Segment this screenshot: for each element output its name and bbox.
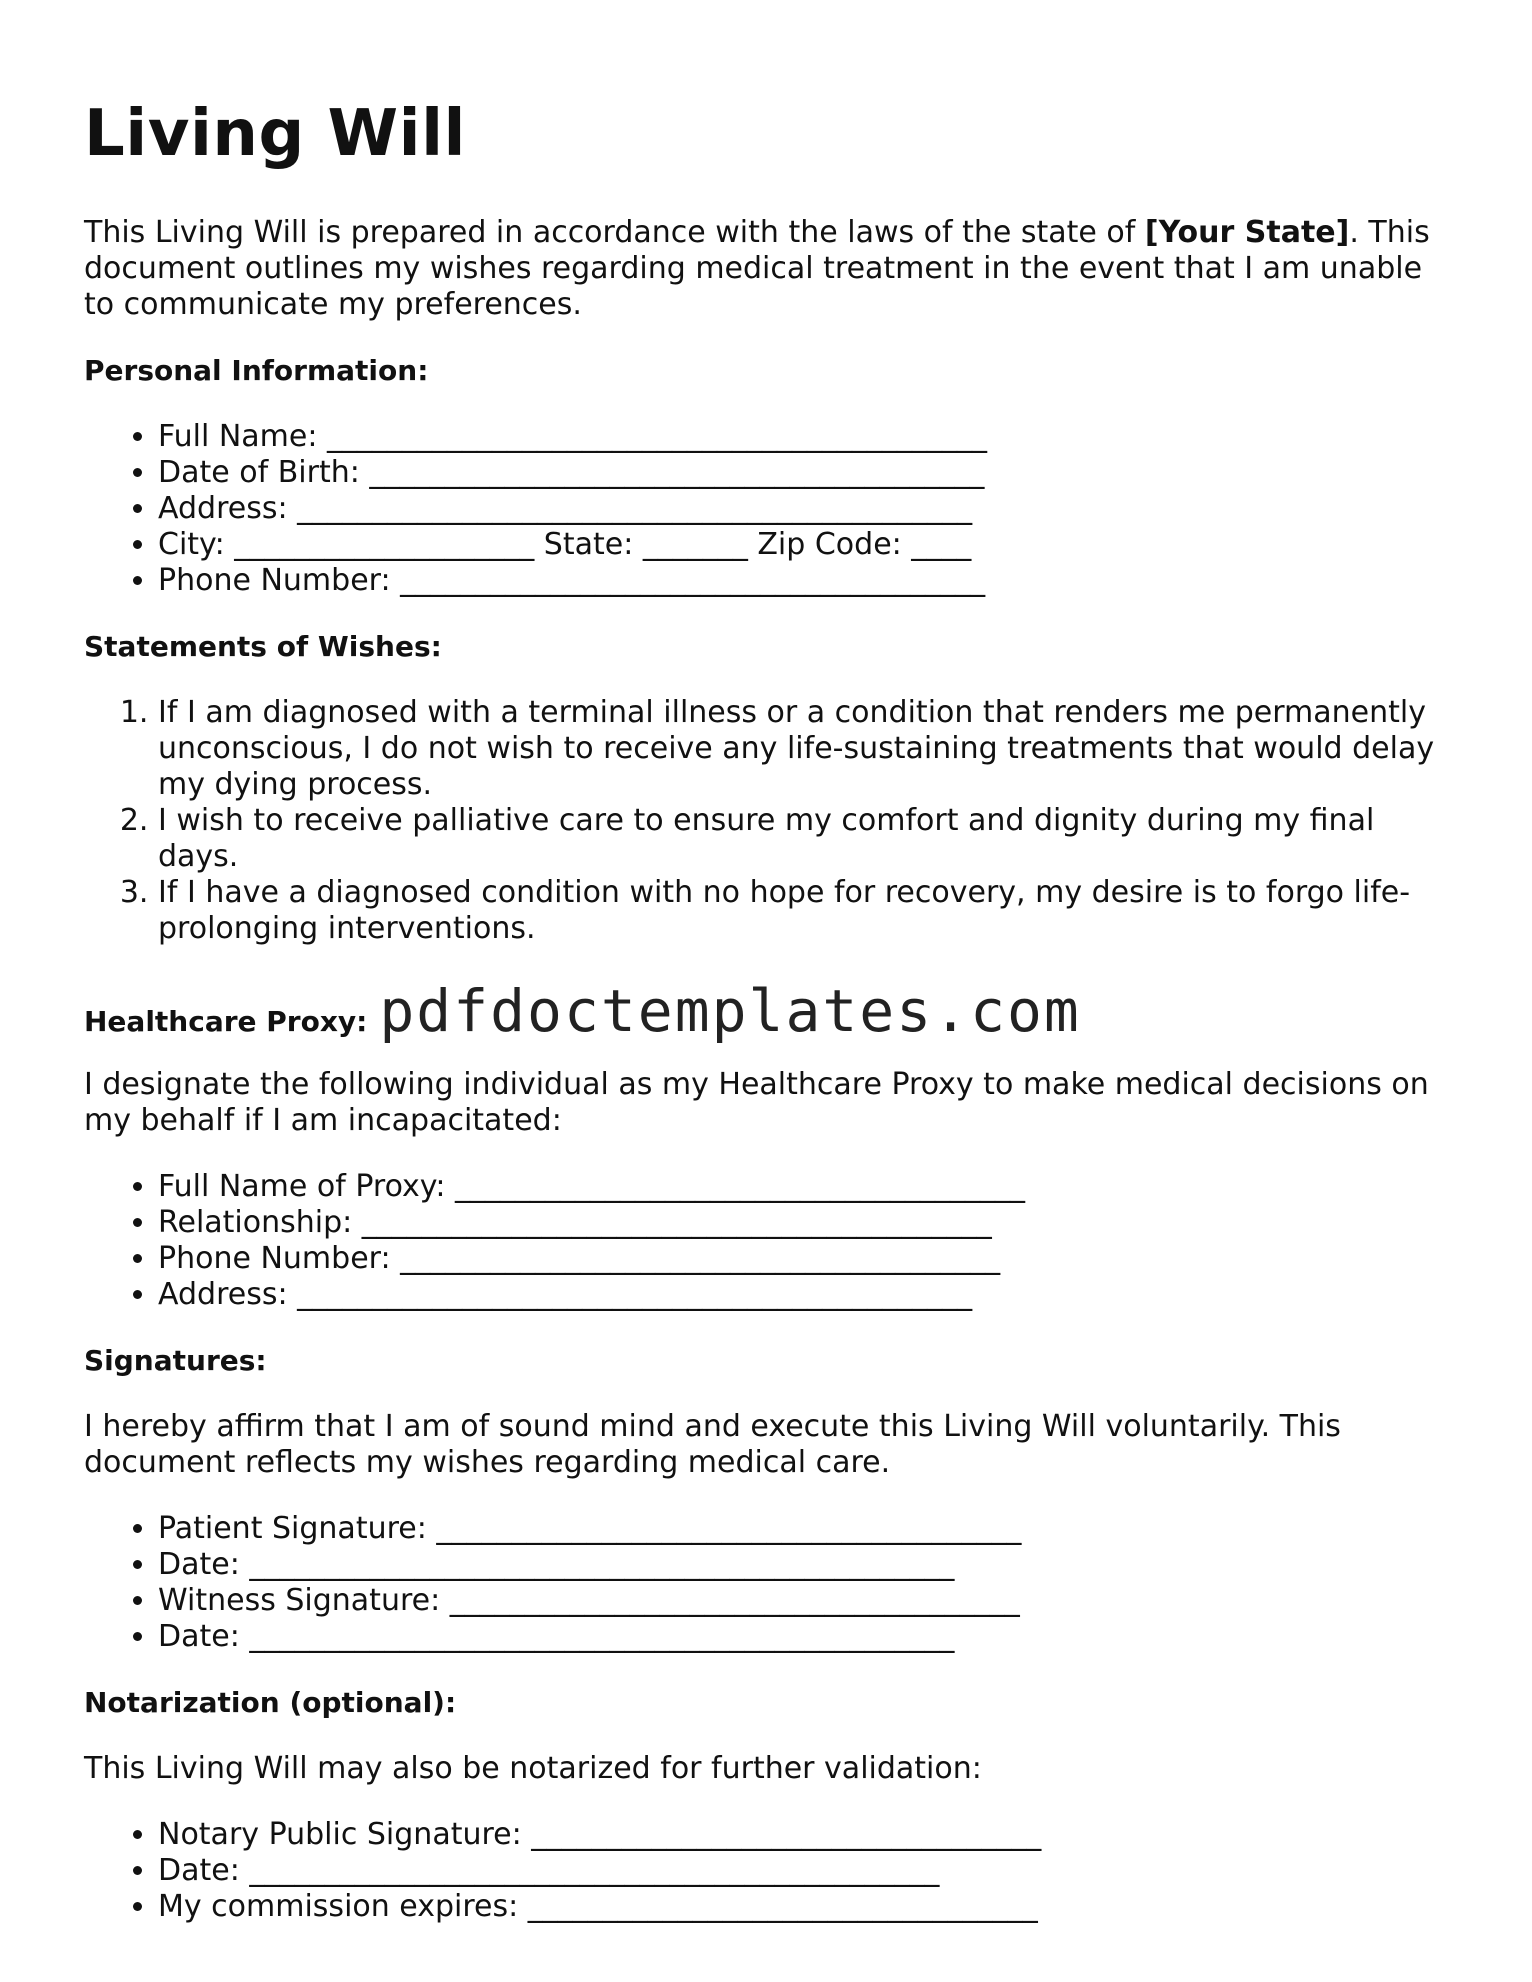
proxy-name-field[interactable]: • Full Name of Proxy: ______________________________________ — [158, 1169, 1454, 1205]
intro-state-placeholder: [Your State] — [1144, 214, 1350, 250]
signatures-paragraph: I hereby affirm that I am of sound mind and execute this Living Will voluntarily. This document reflects my wishes regarding medical care. — [84, 1408, 1341, 1480]
watermark-text: pdfdoctemplates.com — [379, 976, 1081, 1045]
intro-text-before: This Living Will is prepared in accordance with the laws of the state of — [84, 214, 1145, 250]
intro-text-after: . This document outlines my wishes regarding medical treatment in the event that I am unable to communicate my preferences. — [84, 214, 1430, 322]
patient-signature-field[interactable]: • Patient Signature: _______________________________________ — [158, 1511, 1454, 1547]
patient-date-field[interactable]: • Date: _______________________________________________ — [158, 1547, 1454, 1583]
proxy-relationship-field[interactable]: • Relationship: __________________________________________ — [158, 1205, 1454, 1241]
living-will-document — [84, 96, 1454, 1955]
personal-full-name-field[interactable]: • Full Name: ____________________________________________ — [158, 419, 1454, 455]
wish-item: 3. If I have a diagnosed condition with no hope for recovery, my desire is to forgo life-prolonging interventions. — [158, 875, 1454, 947]
signatures-list — [84, 1511, 1454, 1655]
notary-date-field[interactable]: • Date: ______________________________________________ — [158, 1853, 1454, 1889]
wish-item: 2. I wish to receive palliative care to ensure my comfort and dignity during my final days. — [158, 803, 1454, 875]
wishes-list — [84, 695, 1454, 947]
personal-dob-field[interactable]: • Date of Birth: _________________________________________ — [158, 455, 1454, 491]
notarization-heading: Notarization (optional): — [84, 1685, 457, 1719]
signatures-heading: Signatures: — [84, 1343, 267, 1377]
notary-signature-field[interactable]: • Notary Public Signature: __________________________________ — [158, 1817, 1454, 1853]
witness-date-field[interactable]: • Date: _______________________________________________ — [158, 1619, 1454, 1655]
proxy-address-field[interactable]: • Address: _____________________________________________ — [158, 1277, 1454, 1313]
proxy-phone-field[interactable]: • Phone Number: ________________________________________ — [158, 1241, 1454, 1277]
proxy-heading: Healthcare Proxy: — [84, 1004, 368, 1038]
proxy-paragraph: I designate the following individual as my Healthcare Proxy to make medical decisions on my behalf if I am incapacitated: — [84, 1066, 1429, 1138]
wish-item: 1. If I am diagnosed with a terminal illness or a condition that renders me permanently unconscious, I do not wish to receive any life-sustaining treatments that would delay my dying process. — [158, 695, 1454, 803]
proxy-heading-row — [84, 977, 1454, 1045]
personal-info-heading: Personal Information: — [84, 353, 429, 387]
proxy-list — [84, 1169, 1454, 1313]
commission-expires-field[interactable]: • My commission expires: __________________________________ — [158, 1889, 1454, 1925]
page-title: Living Will — [84, 97, 466, 171]
witness-signature-field[interactable]: • Witness Signature: ______________________________________ — [158, 1583, 1454, 1619]
wishes-heading: Statements of Wishes: — [84, 629, 442, 663]
notarization-paragraph: This Living Will may also be notarized for further validation: — [84, 1750, 982, 1786]
intro-paragraph — [84, 215, 1454, 323]
personal-address-field[interactable]: • Address: _____________________________________________ — [158, 491, 1454, 527]
personal-info-list — [84, 419, 1454, 599]
personal-phone-field[interactable]: • Phone Number: _______________________________________ — [158, 563, 1454, 599]
notarization-list — [84, 1817, 1454, 1925]
personal-city-state-zip-field[interactable]: • City: ____________________ State: _______ Zip Code: ____ — [158, 527, 1454, 563]
